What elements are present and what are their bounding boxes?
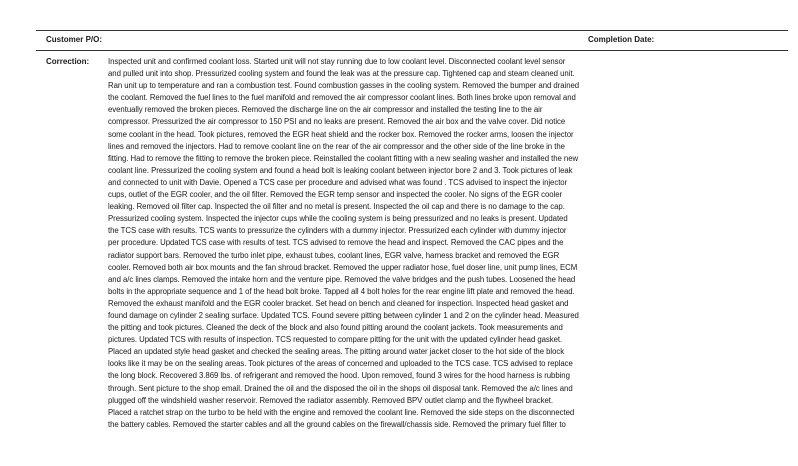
correction-line: coolant line. Pressurized the cooling system and found a head bolt is leaking coolant between injector bore 2 and 3. Took pictures of leak (108, 165, 573, 175)
correction-line: and a/c lines clamps. Removed the intake horn and the venture pipe. Removed the valve bridges and the push tubes. Loosened the head (108, 274, 576, 284)
correction-line: plugged off the windshield washer reservoir. Removed the radiator assembly. Removed BPV outlet clamp and the flywheel bracket. (108, 395, 554, 405)
correction-line: found damage on cylinder 2 sealing surface. Updated TCS. Found severe pitting between cylinder 1 and 2 on the cylinder head. Measured (108, 310, 579, 320)
correction-line: leaking. Removed oil filter cap. Inspected the oil filter and no metal is present. Inspected the oil cap and there is no damage to the cap. (108, 202, 565, 212)
correction-line: bolts in the appropriate sequence and 1 of the head bolt broke. Tapped all 4 bolt holes for the rear engine lift plate and removed the head. (108, 286, 575, 296)
top-divider (36, 30, 788, 31)
correction-line: Inspected unit and confirmed coolant loss. Started unit will not stay running due to low coolant level. Disconnected coolant level sensor (108, 57, 566, 66)
correction-line: Placed a ratchet strap on the turbo to be held with the engine and removed the coolant line. Removed the side steps on the disconnected (108, 407, 575, 417)
correction-line: the coolant. Removed the fuel lines to the fuel manifold and removed the air compressor coolant lines. Both lines broke upon removal and (108, 93, 576, 103)
correction-line: cups, outlet of the EGR cooler, and the oil filter. Removed the EGR temp sensor and inspected the cooler. No signs of the EGR cooler (108, 190, 563, 200)
correction-line: Placed an updated style head gasket and checked the sealing areas. The pitting around water jacket closer to the hot side of the block (108, 347, 565, 357)
correction-line: compressor. Pressurized the air compressor to 150 PSI and no leaks are present. Removed the air box and the valve cover. Did notice (108, 117, 566, 127)
correction-line: the TCS case with results. TCS wants to pressurize the cylinders with a dummy injector. Pressurized each cylinder with dummy injector (108, 226, 567, 236)
correction-line: the pitting and took pictures. Cleaned the deck of the block and also found pitting around the coolant jackets. Took measurements and (108, 323, 563, 333)
correction-line: some coolant in the head. Took pictures, removed the EGR heat shield and the rocker box. Removed the rocker arms, loosen the injector (108, 129, 574, 139)
correction-line: Pressurized cooling system. Inspected the injector cups while the cooling system is being pressurized and no leaks is present. Updated (108, 214, 568, 224)
correction-label: Correction: (46, 57, 90, 66)
correction-line: Removed the exhaust manifold and the EGR cooler bracket. Set head on bench and cleaned for inspection. Inspected head gasket and (108, 298, 569, 308)
correction-text (108, 56, 760, 431)
correction-line: through. Sent picture to the shop email. Drained the oil and the disposed the oil in the shops oil disposal tank. Removed the a/c lines and (108, 383, 573, 393)
correction-line: per procedure. Updated TCS case with results of test. TCS advised to remove the head and inspect. Removed the CAC pipes and the (108, 238, 564, 248)
correction-line: eventually removed the broken pieces. Removed the discharge line on the air compressor and installed the testing line to the air (108, 105, 543, 115)
correction-line: Ran unit up to temperature and ran a combustion test. Found combustion gasses in the cooling system. Removed the bumper and drained (108, 81, 580, 91)
completion-date-label: Completion Date: (588, 35, 655, 44)
customer-po-label: Customer P/O: (46, 35, 103, 44)
correction-line: the long block. Recovered 3.869 lbs. of refrigerant and removed the hood. Upon removed, found 3 wires for the hood harness is rubbing (108, 371, 570, 381)
correction-line: radiator support bars. Removed the turbo inlet pipe, exhaust tubes, coolant lines, EGR valve, harness bracket and removed the EGR (108, 250, 560, 260)
correction-line: and connected to unit with Davie. Opened a TCS case per procedure and advised what was found . TCS advised to inspect the injector (108, 177, 568, 187)
correction-line: looks like it may be on the sealing areas. Took pictures of the areas of concerned and uploaded to the TCS case. TCS advised to replace (108, 359, 573, 369)
correction-line: lines and removed the injectors. Had to remove coolant line on the rear of the air compressor and the other side of the line broke in the (108, 141, 565, 151)
correction-line: cooler. Removed both air box mounts and the fan shroud bracket. Removed the upper radiator hose, fuel doser line, unit pump lines, ECM (108, 262, 578, 272)
header-divider (36, 50, 788, 51)
correction-line: pictures. Updated TCS with results of inspection. TCS requested to compare pitting for the unit with the updated cylinder head gasket. (108, 335, 563, 345)
correction-line: and pulled unit into shop. Pressurized cooling system and found the leak was at the pressure cap. Tightened cap and steam cleaned unit. (108, 69, 575, 79)
correction-line: the battery cables. Removed the starter cables and all the ground cables on the firewall/chassis side. Removed the primary fuel filter to (108, 419, 566, 429)
correction-line: fitting. Had to remove the fitting to remove the broken piece. Reinstalled the coolant fitting with a new sealing washer and installed the new (108, 153, 579, 163)
